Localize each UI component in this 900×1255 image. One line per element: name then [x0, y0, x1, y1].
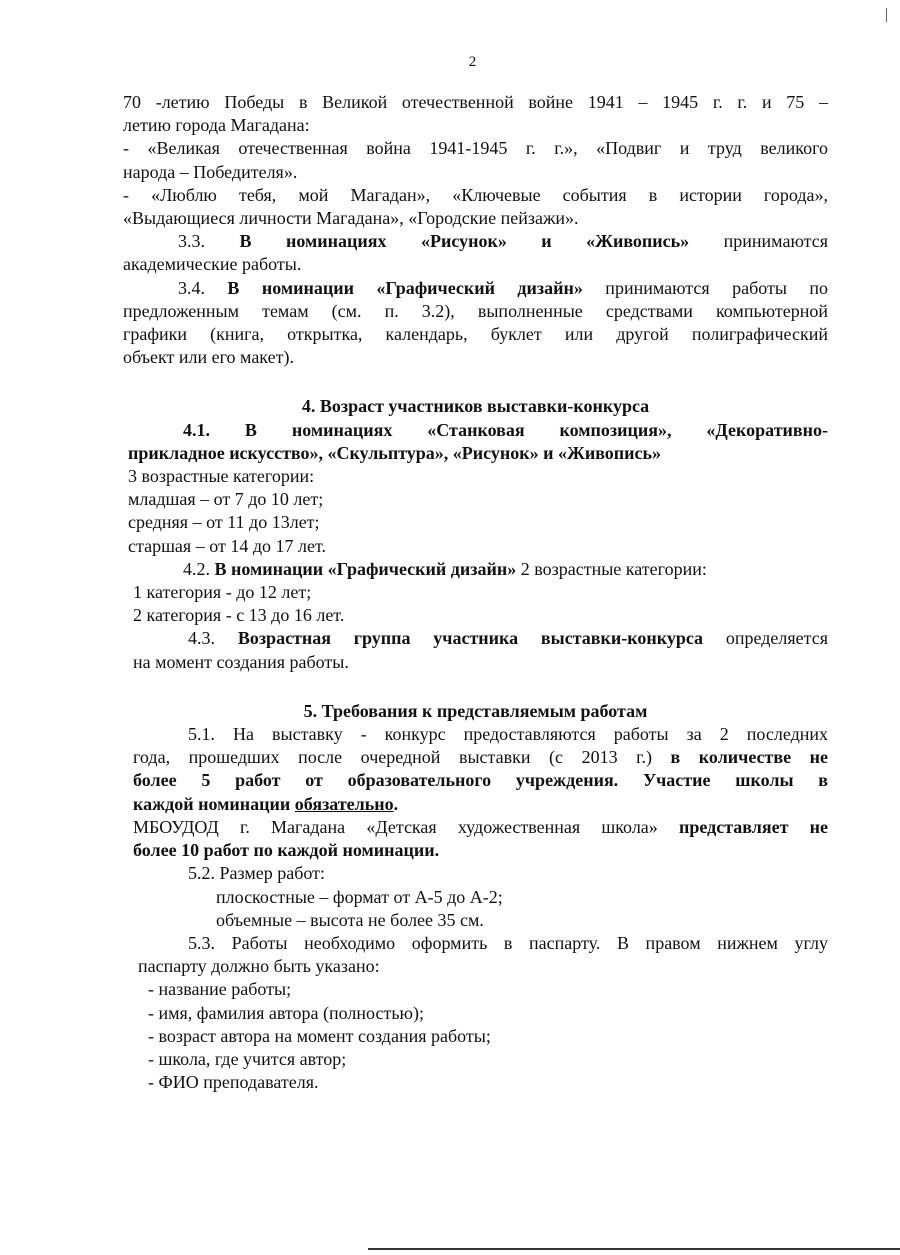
- paragraph-5-3: [123, 932, 828, 1094]
- p3-4-line-4: объект или его макет).: [123, 347, 294, 368]
- paragraph-4-2: [123, 558, 828, 628]
- p5-1-line-4: [123, 793, 828, 816]
- section-5-title: 5. Требования к представляемым работам: [303, 700, 648, 721]
- section-4-title: 4. Возраст участников выставки-конкурса: [301, 396, 650, 417]
- intro-line-5: - «Люблю тебя, мой Магадан», «Ключевые события в истории города»,: [123, 184, 828, 205]
- p4-1-line-3: 3 возрастные категории:: [128, 466, 315, 487]
- p3-4-line-1: [123, 277, 828, 300]
- p4-2-line-3: 2 категория - с 13 до 16 лет.: [133, 605, 345, 626]
- p3-4-bold: В номинации «Графический дизайн»: [227, 277, 583, 298]
- p5-1-text-5a: МБОУДОД г. Магадана «Детская художественная школа»: [133, 816, 679, 837]
- p5-1-line-3: [123, 769, 828, 792]
- p4-2-number: 4.2.: [183, 558, 215, 579]
- intro-section: [123, 91, 828, 230]
- p4-1-line-6: старшая – от 14 до 17 лет.: [128, 535, 326, 556]
- p5-1-line-1: 5.1. На выставку - конкурс предоставляются работы за 2 последних: [188, 724, 828, 745]
- p4-3-number: 4.3.: [188, 628, 238, 649]
- paragraph-5-2: [123, 862, 828, 932]
- p5-3-line-1: 5.3. Работы необходимо оформить в паспарту. В правом нижнем углу: [188, 932, 828, 953]
- p5-3-line-2: паспарту должно быть указано:: [138, 956, 380, 977]
- p4-2-line-1: [123, 558, 828, 581]
- p3-4-number: 3.4.: [178, 277, 205, 298]
- intro-line-2: летию города Магадана:: [123, 115, 310, 136]
- list-item: - название работы;: [148, 979, 292, 1000]
- p4-3-line-1: [123, 627, 828, 650]
- p3-4-rest: принимаются работы по: [582, 277, 828, 298]
- p3-3-rest: принимаются: [689, 231, 829, 252]
- intro-line-1: 70 -летию Победы в Великой отечественной войне 1941 – 1945 г. г. и 75 –: [123, 92, 828, 112]
- p4-1-line-1: [123, 419, 828, 442]
- p5-1-bold-4c: .: [393, 793, 399, 814]
- p3-4-line-2: предложенным темам (см. п. 3.2), выполненные средствами компьютерной: [123, 300, 828, 321]
- p5-1-bold-2b: в количестве не: [670, 747, 828, 768]
- p3-3-number: 3.3.: [178, 231, 205, 252]
- scan-mark: [886, 8, 887, 22]
- p4-2-line-2: 1 категория - до 12 лет;: [133, 582, 312, 603]
- intro-line-4: народа – Победителя».: [123, 161, 298, 182]
- page-number: 2: [468, 54, 477, 70]
- p5-1-line-2: [123, 746, 828, 769]
- list-item: - ФИО преподавателя.: [148, 1072, 319, 1093]
- p5-1-line-5: [123, 816, 828, 839]
- paragraph-4-3: [123, 627, 828, 673]
- bottom-rule: [368, 1248, 900, 1250]
- p5-1-bold-4a: каждой номинации: [133, 793, 295, 814]
- p5-1-bold-6: более 10 работ по каждой номинации.: [133, 840, 440, 861]
- intro-line-6: «Выдающиеся личности Магадана», «Городские пейзажи».: [123, 208, 579, 229]
- p5-1-bold-3: более 5 работ от образовательного учреждения. Участие школы в: [133, 770, 828, 791]
- p5-2-line-2: плоскостные – формат от А-5 до А-2;: [216, 886, 503, 907]
- p3-4-line-3: графики (книга, открытка, календарь, буклет или другой полиграфический: [123, 324, 828, 345]
- list-item: - школа, где учится автор;: [148, 1048, 347, 1069]
- list-item: - возраст автора на момент создания работы;: [148, 1025, 491, 1046]
- p3-3-line-2: академические работы.: [123, 254, 302, 275]
- p3-3-line-1: [123, 230, 828, 253]
- p5-2-line-1: 5.2. Размер работ:: [188, 863, 326, 884]
- p4-2-rest: 2 возрастные категории:: [516, 558, 707, 579]
- p4-1-line-5: средняя – от 11 до 13лет;: [128, 512, 320, 533]
- paragraph-5-1: [123, 723, 828, 862]
- p4-3-rest: определяется: [703, 628, 829, 649]
- paragraph-3-4: [123, 277, 828, 370]
- p4-3-line-2: на момент создания работы.: [133, 651, 349, 672]
- p3-3-bold: В номинациях «Рисунок» и «Живопись»: [239, 231, 690, 252]
- p5-1-bold-5b: представляет не: [679, 816, 828, 837]
- p4-3-bold: Возрастная группа участника выставки-конкурса: [237, 628, 704, 649]
- p4-2-bold: В номинации «Графический дизайн»: [214, 558, 517, 579]
- p5-1-underlined: обязательно: [294, 793, 394, 814]
- p5-1-line-6: [123, 839, 828, 862]
- document-body: [123, 91, 828, 1094]
- p4-1-line-4: младшая – от 7 до 10 лет;: [128, 489, 324, 510]
- p4-1-line-2: [123, 442, 828, 465]
- intro-line-3: - «Великая отечественная война 1941-1945 г. г.», «Подвиг и труд великого: [123, 138, 828, 159]
- paragraph-3-3: [123, 230, 828, 276]
- p5-2-line-3: объемные – высота не более 35 см.: [216, 909, 484, 930]
- list-item: - имя, фамилия автора (полностью);: [148, 1002, 424, 1023]
- p4-1-bold-2: прикладное искусство», «Скульптура», «Рисунок» и «Живопись»: [128, 442, 662, 463]
- paragraph-4-1: [123, 419, 828, 558]
- p5-1-text-2a: года, прошедших после очередной выставки (с 2013 г.): [133, 747, 671, 768]
- p4-1-bold-1: 4.1. В номинациях «Станковая композиция», «Декоративно-: [183, 419, 828, 440]
